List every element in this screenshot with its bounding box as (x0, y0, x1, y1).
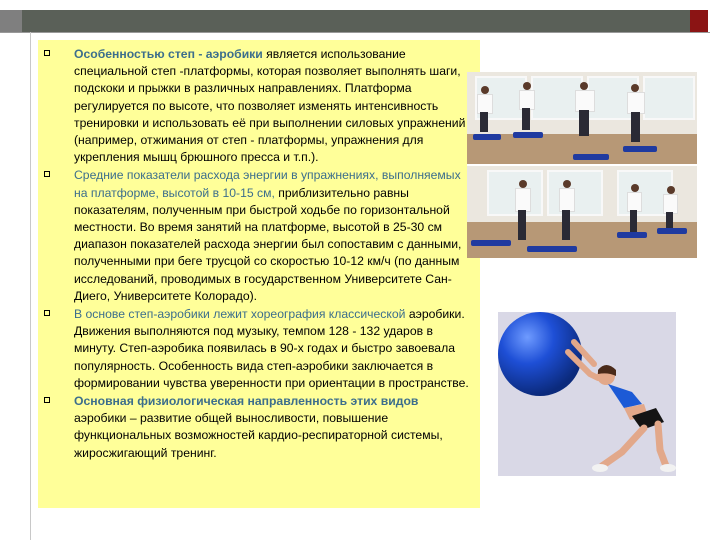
fitness-ball-photo (498, 312, 676, 476)
paragraph-text: приблизительно равны показателям, полученным при быстрой ходьбе по горизонтальной местности. Во время занятий на платформе, высотой в 25-30 см диапазон показателей расхода энергии был сопоставим с данными, полученными при беге трусцой со скоростью 10-12 км/ч (по данным исследований, проводимых в государственном Университете Сан-Диего, Университете Колорадо). (74, 185, 462, 303)
paragraph-4 (44, 393, 474, 462)
paragraph-lead: Особенностью степ - аэробики (74, 47, 263, 61)
text-box (38, 40, 480, 508)
step-aerobics-class-photo (467, 72, 697, 258)
top-divider (0, 32, 710, 33)
paragraph-2 (44, 167, 474, 305)
paragraph-text: аэробики – развитие общей выносливости, повышение функциональных возможностей кардио-респираторной системы, жиросжигающий тренинг. (74, 411, 443, 460)
left-divider (30, 32, 31, 540)
paragraph-lead: Основная физиологическая направленность этих видов (74, 394, 419, 409)
top-square-accent (690, 10, 708, 32)
paragraph-3 (44, 306, 474, 392)
bullet-square-icon (44, 50, 50, 56)
top-bar-dark (22, 10, 690, 32)
fitness-ball-illustration (498, 312, 676, 476)
bullet-square-icon (44, 310, 50, 316)
paragraph-1 (44, 46, 474, 166)
paragraph-lead: Средние показатели расхода энергии в упражнениях, выполняемых на платформе, высотой в 10-15 см, (74, 168, 461, 200)
paragraph-text: аэробики. Движения выполняются под музыку, темпом 128 - 132 ударов в минуту. Степ-аэробика появилась в 90-х годах и быстро завоевала популярность. Особенность вида степ-аэробики заключается в формировании чувства уверенности при ориентации в пространстве. (74, 307, 469, 390)
bullet-square-icon (44, 397, 50, 403)
paragraph-lead: В основе степ-аэробики лежит хореография классической (74, 307, 406, 322)
paragraph-text: является использование специальной степ -платформы, которая позволяет выполнять шаги, подскоки и прыжки в различных направлениях. Платформа регулируется по высоте, что позволяет изменять интенсивность тренировки и использовать её при выполнении силовых упражнений (например, отжимания от степ - платформы, упражнения для укрепления мышц брюшного пресса и т.п.). (74, 47, 466, 165)
bullet-square-icon (44, 171, 50, 177)
